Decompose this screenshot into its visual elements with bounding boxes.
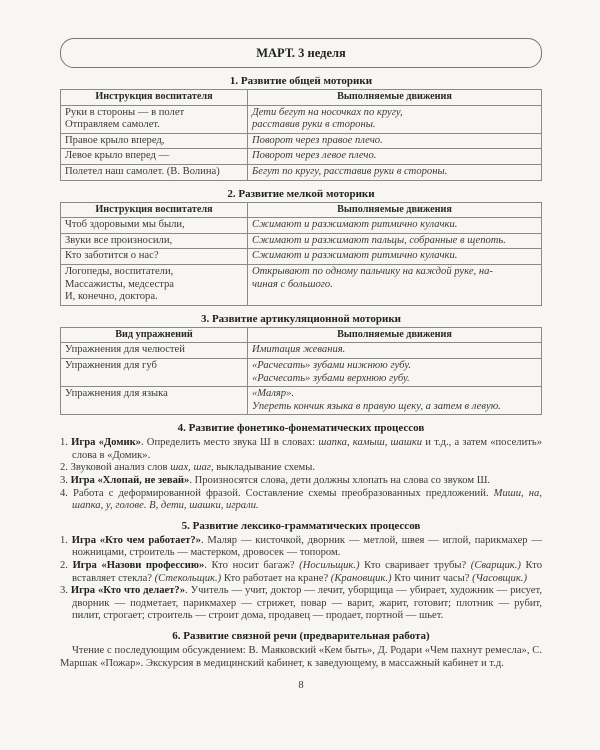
table-header-row bbox=[61, 202, 542, 218]
cell-line: «Расчесать» зубами верхнюю губу. bbox=[252, 372, 410, 384]
cell-line: Полетел наш самолет. (В. Волина) bbox=[65, 165, 220, 177]
cell-line: чиная с большого. bbox=[252, 278, 333, 290]
movement-cell bbox=[248, 218, 542, 234]
cell-line: Чтоб здоровыми мы были, bbox=[65, 219, 185, 231]
cell-line: Сжимают и разжимают ритмично кулачки. bbox=[252, 250, 458, 262]
cell-line: Бегут по кругу, расставив руки в стороны. bbox=[252, 165, 448, 177]
cell-line: Имитация жевания. bbox=[252, 344, 346, 356]
table-header-row bbox=[61, 327, 542, 343]
section-title-4: 4. Развитие фонетико-фонематических процессов bbox=[177, 422, 425, 435]
document-page bbox=[60, 38, 542, 693]
cell-line: Упражнения для челюстей bbox=[65, 344, 185, 356]
movement-cell bbox=[248, 358, 542, 386]
game-name: Игра «Назови профессию» bbox=[72, 560, 205, 572]
list-item bbox=[60, 535, 542, 560]
example-text: Миши, на, шапка, у, голове. В, дети, шашки, играли. bbox=[72, 487, 542, 512]
table-row bbox=[61, 343, 542, 359]
table-row bbox=[61, 233, 542, 249]
cell-line: Сжимают и разжимают ритмично кулачки. bbox=[252, 219, 458, 231]
cell-line: Отправляем самолет. bbox=[65, 119, 160, 131]
cell-line: Кто заботится о нас? bbox=[65, 250, 159, 262]
table-row bbox=[61, 358, 542, 386]
list-item bbox=[60, 437, 542, 462]
section-title-3: 3. Развитие артикуляционной моторики bbox=[200, 312, 402, 325]
item-text: 4. Работа с деформированной фразой. Составление схемы преобразованных предложений. bbox=[60, 487, 494, 499]
item-text: . Произносятся слова, дети должны хлопать на слова со звуком Ш. bbox=[189, 475, 491, 487]
game-name: Игра «Кто что делает?» bbox=[70, 585, 186, 597]
table-row bbox=[61, 264, 542, 305]
cell-line: Руки в стороны — в полет bbox=[65, 106, 185, 118]
cell-line: Левое крыло вперед — bbox=[65, 150, 170, 162]
instruction-cell bbox=[61, 218, 248, 234]
list-item bbox=[60, 475, 542, 488]
table-1 bbox=[60, 89, 542, 181]
cell-line: Логопеды, воспитатели, bbox=[65, 265, 174, 277]
example-text: (Часовщик.) bbox=[472, 572, 527, 584]
item-text: и т.д., а затем «поселить» слова в «Домик». bbox=[72, 437, 542, 461]
instruction-cell bbox=[61, 343, 248, 359]
item-text: 1. bbox=[60, 437, 72, 449]
item-text: . Кто носит багаж? bbox=[204, 560, 300, 572]
item-text: 2. Звуковой анализ слов bbox=[60, 462, 171, 474]
section-title-2: 2. Развитие мелкой моторики bbox=[227, 187, 375, 200]
page-title: МАРТ. 3 неделя bbox=[256, 45, 346, 60]
example-text: шапка, камыш, шашки bbox=[318, 437, 423, 449]
example-text: шах, шаг, bbox=[170, 462, 214, 474]
item-text: выкладывание схемы. bbox=[213, 462, 315, 474]
game-name: Игра «Домик» bbox=[71, 437, 141, 449]
list-item bbox=[60, 585, 542, 623]
example-text: (Носильщик.) bbox=[299, 560, 360, 572]
table-row bbox=[61, 387, 542, 415]
game-name: Игра «Кто чем работает?» bbox=[71, 534, 201, 546]
list-item bbox=[60, 462, 542, 475]
column-header: Вид упражнений bbox=[61, 327, 248, 343]
column-header: Инструкция воспитателя bbox=[61, 90, 248, 106]
movement-cell bbox=[248, 249, 542, 265]
cell-line: Массажисты, медсестра bbox=[65, 278, 175, 290]
item-text: . Определить место звука Ш в словах: bbox=[140, 437, 319, 449]
movement-cell bbox=[248, 149, 542, 165]
tables-container bbox=[60, 75, 542, 415]
table-row bbox=[61, 105, 542, 133]
item-text: Кто чинит часы? bbox=[391, 572, 473, 584]
example-text: (Стекольщик.) bbox=[154, 572, 222, 584]
table-3 bbox=[60, 327, 542, 416]
list-item bbox=[60, 488, 542, 513]
movement-cell bbox=[248, 164, 542, 180]
item-text: Кто работает на кране? bbox=[221, 572, 331, 584]
cell-line: «Маляр». bbox=[252, 388, 295, 400]
movement-cell bbox=[248, 343, 542, 359]
cell-line: Упереть кончик языка в правую щеку, а затем в левую. bbox=[252, 400, 501, 412]
table-row bbox=[61, 218, 542, 234]
movement-cell bbox=[248, 233, 542, 249]
instruction-cell bbox=[61, 264, 248, 305]
item-text: Кто сваривает трубы? bbox=[359, 560, 471, 572]
example-text: (Сварщик.) bbox=[470, 560, 521, 572]
cell-line: Поворот через правое плечо. bbox=[252, 134, 383, 146]
cell-line: Звуки все произносили, bbox=[65, 234, 173, 246]
example-text: (Крановщик.) bbox=[330, 572, 392, 584]
section-6-text: Чтение с последующим обсуждением: В. Маяковский «Кем быть», Д. Родари «Чем пахнут ремесла», С. Маршак «Пожар». Экскурсия в медицинский кабинет, к заведующему, в массажный кабинет и т.д. bbox=[60, 645, 542, 669]
cell-line: Упражнения для губ bbox=[65, 359, 157, 371]
movement-cell bbox=[248, 264, 542, 305]
item-text: Кто вставляет стекла? bbox=[72, 560, 542, 584]
week-banner bbox=[60, 38, 542, 68]
table-row bbox=[61, 149, 542, 165]
cell-line: Открывают по одному пальчику на каждой руке, на- bbox=[252, 265, 493, 277]
item-text: . Учитель — учит, доктор — лечит, уборщица — убирает, художник — рисует, дворник — подметает, парикмахер — стрижет, повар — варит, жарит, готовит; плотник — рубит, пилит, строгает; строитель — строит дома, продавец — продает, портной — шьет. bbox=[72, 585, 542, 622]
instruction-cell bbox=[61, 149, 248, 165]
lists-container bbox=[60, 422, 542, 623]
item-text: 3. bbox=[60, 585, 71, 597]
numbered-list bbox=[60, 535, 542, 623]
cell-line: Дети бегут на носочках по кругу, bbox=[252, 106, 403, 118]
movement-cell bbox=[248, 387, 542, 415]
instruction-cell bbox=[61, 387, 248, 415]
instruction-cell bbox=[61, 105, 248, 133]
table-2 bbox=[60, 202, 542, 306]
column-header: Выполняемые движения bbox=[248, 327, 542, 343]
cell-line: Правое крыло вперед, bbox=[65, 134, 165, 146]
movement-cell bbox=[248, 133, 542, 149]
instruction-cell bbox=[61, 164, 248, 180]
cell-line: Сжимают и разжимают пальцы, собранные в щепоть. bbox=[252, 234, 506, 246]
game-name: Игра «Хлопай, не зевай» bbox=[70, 475, 190, 487]
item-text: 3. bbox=[60, 475, 71, 487]
table-row bbox=[61, 133, 542, 149]
cell-line: Поворот через левое плечо. bbox=[252, 150, 377, 162]
item-text: 1. bbox=[60, 534, 72, 546]
instruction-cell bbox=[61, 233, 248, 249]
table-header-row bbox=[61, 90, 542, 106]
cell-line: «Расчесать» зубами нижнюю губу. bbox=[252, 359, 412, 371]
instruction-cell bbox=[61, 249, 248, 265]
table-row bbox=[61, 249, 542, 265]
item-text: . Маляр — кисточкой, дворник — метлой, швея — иглой, парикмахер — ножницами, строитель — мастерком, дровосек — топором. bbox=[72, 534, 542, 559]
column-header: Выполняемые движения bbox=[248, 90, 542, 106]
item-text: 2. bbox=[60, 560, 73, 572]
section-title-6: 6. Развитие связной речи (предварительная работа) bbox=[172, 630, 430, 642]
table-row bbox=[61, 164, 542, 180]
column-header: Инструкция воспитателя bbox=[61, 202, 248, 218]
movement-cell bbox=[248, 105, 542, 133]
cell-line: расставив руки в стороны. bbox=[252, 119, 376, 131]
list-item bbox=[60, 560, 542, 585]
numbered-list bbox=[60, 437, 542, 513]
column-header: Выполняемые движения bbox=[248, 202, 542, 218]
instruction-cell bbox=[61, 358, 248, 386]
section-title-5: 5. Развитие лексико-грамматических процессов bbox=[181, 519, 421, 532]
section-title-1: 1. Развитие общей моторики bbox=[229, 75, 373, 87]
page-number: 8 bbox=[298, 680, 304, 692]
instruction-cell bbox=[61, 133, 248, 149]
cell-line: Упражнения для языка bbox=[65, 388, 168, 400]
cell-line: И, конечно, доктора. bbox=[65, 291, 158, 303]
